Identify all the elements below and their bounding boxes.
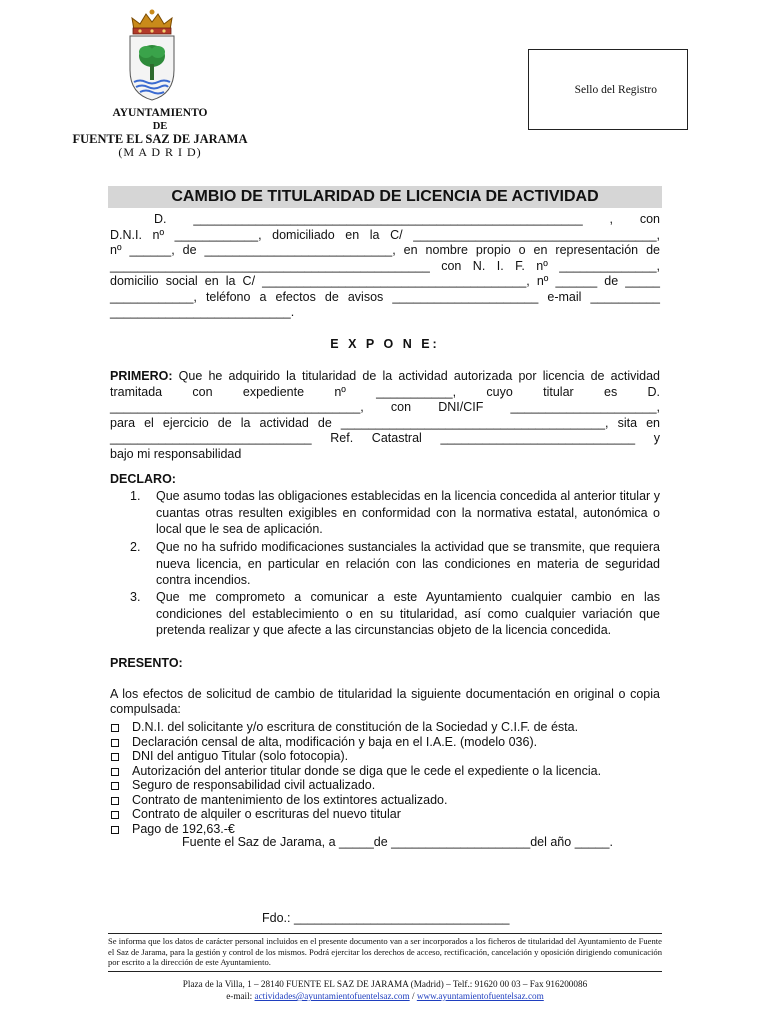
primero-line: ____________________________________, con DNI/CIF _____________________,: [110, 400, 660, 414]
checkbox-icon[interactable]: [111, 826, 119, 834]
checklist-item[interactable]: Contrato de alquiler o escrituras del nuevo titular: [110, 807, 660, 822]
document-title: CAMBIO DE TITULARIDAD DE LICENCIA DE ACTIVIDAD: [108, 186, 662, 208]
declaro-item: 3. Que me comprometo a comunicar a este Ayuntamiento cualquier cambio en las condiciones del establecimiento o en su titularidad, así como cualquier variación que pretenda realizar y que afecte a las circunstancias objeto de la licencia concedida.: [130, 590, 660, 637]
municipality-header: [40, 107, 280, 159]
checkbox-icon[interactable]: [111, 811, 119, 819]
primero-section: [110, 369, 660, 462]
primero-line: PRIMERO: Que he adquirido la titularidad de la actividad autorizada por licencia de actividad: [110, 369, 660, 383]
date-place-line: Fuente el Saz de Jarama, a _____de ____________________del año _____.: [182, 835, 613, 849]
applicant-line: ____________, teléfono a efectos de avisos _____________________ e-mail __________: [110, 289, 660, 304]
primero-line: bajo mi responsabilidad: [110, 446, 242, 461]
applicant-line: domicilio social en la C/ ______________________________________, nº ______ de _____: [110, 274, 660, 288]
checklist-item[interactable]: Autorización del anterior titular donde se diga que le cede el expediente o la licencia.: [110, 764, 660, 779]
footer-contact: e-mail: actividades@ayuntamientofuentelsaz.com / www.ayuntamientofuentelsaz.com: [226, 991, 544, 1001]
primero-line: tramitada con expediente nº ___________, cuyo titular es D.: [110, 384, 660, 399]
website-link[interactable]: www.ayuntamientofuentelsaz.com: [416, 991, 544, 1001]
applicant-details: [110, 212, 660, 321]
applicant-line: D. ________________________________________________________ , con: [154, 212, 660, 226]
applicant-line: ______________________________________________ con N. I. F. nº ______________,: [110, 258, 660, 273]
checkbox-icon[interactable]: [111, 782, 119, 790]
header-line-province: (M A D R I D): [118, 145, 202, 159]
applicant-line: __________________________.: [110, 305, 295, 319]
presento-heading: PRESENTO:: [110, 656, 183, 670]
checkbox-icon[interactable]: [111, 724, 119, 732]
email-link[interactable]: actividades@ayuntamientofuentelsaz.com: [254, 991, 410, 1001]
primero-line: _____________________________ Ref. Catastral ____________________________ y: [110, 431, 660, 445]
declaro-item: 1. Que asumo todas las obligaciones establecidas en la licencia concedida al anterior titular y cuantas otras resulten exigibles en conformidad con la normativa estatal, autonómica o local que le sea de aplicación.: [130, 489, 660, 536]
footer-address: Plaza de la Villa, 1 – 28140 FUENTE EL SAZ DE JARAMA (Madrid) – Telf.: 91620 00 03 – Fax 916200086: [182, 979, 588, 989]
presento-intro: A los efectos de solicitud de cambio de titularidad la siguiente documentación en original o copia compulsada:: [110, 687, 660, 716]
coat-of-arms-icon: [126, 8, 178, 102]
checklist-item[interactable]: Declaración censal de alta, modificación y baja en el I.A.E. (modelo 036).: [110, 735, 660, 750]
expone-heading: E X P O N E:: [330, 337, 440, 351]
checklist-item[interactable]: DNI del antiguo Titular (solo fotocopia).: [110, 749, 660, 764]
declaro-item: 2. Que no ha sufrido modificaciones sustanciales la actividad que se transmite, que requiera nueva licencia, en particular en relación con las condiciones en materia de seguridad contra incendios.: [130, 540, 660, 587]
registry-stamp-label: Sello del Registro: [574, 84, 657, 96]
registry-stamp-box: [528, 49, 688, 130]
header-line-de: DE: [152, 121, 168, 132]
declaro-heading: DECLARO:: [110, 472, 176, 486]
checkbox-icon[interactable]: [111, 768, 119, 776]
checklist-item[interactable]: D.N.I. del solicitante y/o escritura de constitución de la Sociedad y C.I.F. de ésta.: [110, 720, 660, 735]
signature-line: Fdo.: _______________________________: [262, 911, 510, 925]
primero-line: para el ejercicio de la actividad de ______________________________________, sita en: [110, 415, 660, 430]
checklist-item[interactable]: Seguro de responsabilidad civil actualizado.: [110, 778, 660, 793]
applicant-line: nº ______, de ___________________________, en nombre propio o en representación de: [110, 243, 660, 257]
checkbox-icon[interactable]: [111, 739, 119, 747]
header-line-town: FUENTE EL SAZ DE JARAMA: [72, 132, 248, 146]
checklist-item[interactable]: Pago de 192,63.-€: [110, 822, 660, 837]
footer: [108, 978, 662, 1002]
primero-label: PRIMERO:: [110, 369, 173, 383]
checklist-item[interactable]: Contrato de mantenimiento de los extintores actualizado.: [110, 793, 660, 808]
documents-checklist: [110, 720, 660, 836]
checkbox-icon[interactable]: [111, 753, 119, 761]
data-protection-notice: Se informa que los datos de carácter personal incluidos en el presente documento van a ser incorporados a los ficheros de titularidad del Ayuntamiento de Fuente el Saz de Jarama, para la gestión y control de los mismos. Podrá ejercitar los derechos de acceso, rectificación, cancelación y oposición dirigiendo comunicación por escrito a la dirección de este Ayuntamiento.: [108, 933, 662, 972]
applicant-line: D.N.I. nº ____________, domiciliado en la C/ ___________________________________,: [110, 227, 660, 242]
header-line-ayuntamiento: AYUNTAMIENTO: [112, 107, 208, 119]
checkbox-icon[interactable]: [111, 797, 119, 805]
